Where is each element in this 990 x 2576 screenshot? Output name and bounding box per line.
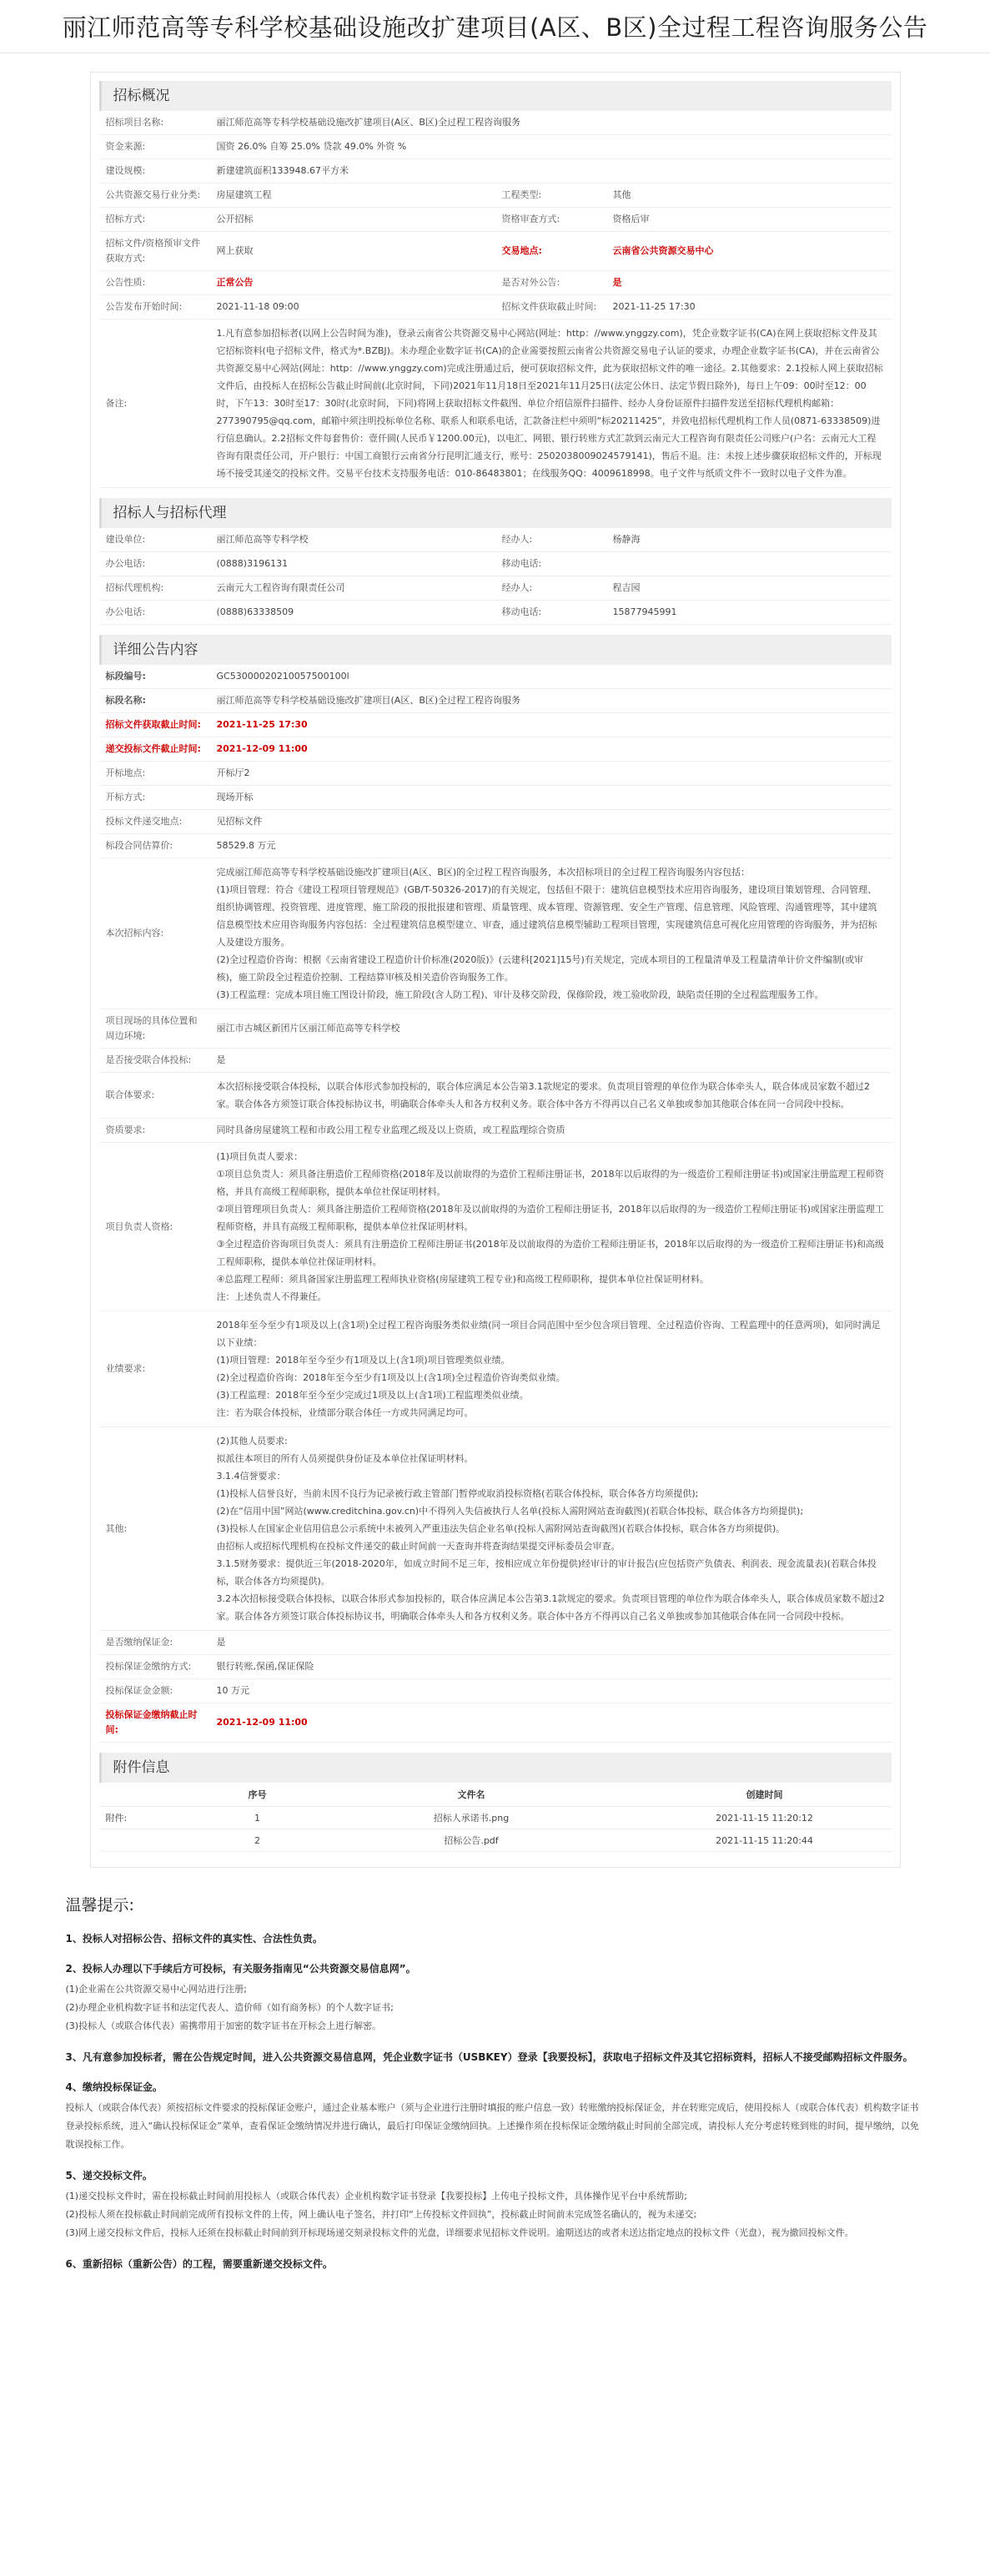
field-label: 项目负责人资格: (99, 1143, 210, 1311)
tips-list (66, 1930, 925, 2272)
info-row (99, 737, 892, 762)
field-label: 经办人: (495, 576, 606, 601)
field-value: 丽江师范高等专科学校基础设施改扩建项目(A区、B区)全过程工程咨询服务 (210, 111, 892, 135)
attachment-file-name[interactable]: 招标人承诺书.png (433, 1813, 510, 1824)
tip-title: 2、投标人办理以下手续后方可投标，有关服务指南见“公共资源交易信息网”。 (65, 1963, 416, 1975)
field-label: 本次招标内容: (99, 858, 210, 1009)
tip-title: 6、重新招标（重新公告）的工程，需要重新递交投标文件。 (65, 2258, 333, 2270)
info-row (99, 1679, 892, 1703)
info-row (99, 159, 892, 184)
info-row (99, 1631, 892, 1655)
attachment-row (99, 1829, 892, 1852)
field-label: 公告性质: (99, 271, 210, 295)
field-value: 2021-12-09 11:00 (210, 737, 892, 762)
field-value: 本次招标接受联合体投标，以联合体形式参加投标的，联合体应满足本公告第3.1款规定的要求。负责项目管理的单位作为联合体牵头人，联合体成员家数不超过2家。联合体各方须签订联合体投标协议书，明确联合体牵头人和各方权利义务。联合体中各方不得再以自己名义单独或参加其他联合体在同一合同段中投标。 (210, 1073, 892, 1119)
tip-body: 投标人（或联合体代表）须按招标文件要求的投标保证金账户，通过企业基本账户（须与企业进行注册时填报的账户信息一致）转账缴纳投标保证金，并在转账完成后，使用投标人（或联合体代表）机构数字证书登录投标系统，进入“确认投标保证金”菜单，查看保证金缴纳情况并进行确认，最后打印保证金缴纳回执。上述操作须在投标保证金缴纳截止时间前全部完成，请投标人充分考虑转账到账的时间，提早缴纳，以免耽误投标工作。 (65, 2102, 919, 2150)
tip-item (66, 1960, 925, 2035)
notice-card (90, 72, 901, 1868)
field-label: 工程类型: (495, 184, 606, 208)
info-row (99, 552, 892, 576)
attachments-label-blank (99, 1829, 210, 1852)
info-row (99, 713, 892, 737)
field-label: 项目现场的具体位置和周边环境: (99, 1009, 210, 1049)
field-value: 同时具备房屋建筑工程和市政公用工程专业监理乙级及以上资质，或工程监理综合资质 (210, 1119, 892, 1143)
tips-heading: 温馨提示: (65, 1896, 134, 1914)
field-value: (0888)63338509 (210, 601, 495, 625)
attachments-label: 附件: (99, 1807, 210, 1829)
field-label: 招标文件获取截止时间: (99, 713, 210, 737)
info-row (99, 810, 892, 834)
attachments-header-row (99, 1783, 892, 1807)
field-value: 新建建筑面积133948.67平方米 (210, 159, 892, 184)
field-value: 正常公告 (210, 271, 495, 295)
field-value: 开标厅2 (210, 762, 892, 786)
field-value: 程吉园 (606, 576, 892, 601)
info-row (99, 111, 892, 135)
info-row (99, 1009, 892, 1049)
field-value: (1)项目负责人要求： ①项目总负责人：须具备注册造价工程师资格(2018年及以前取得的为造价工程师注册证书，2018年以后取得的为一级造价工程师注册证书)或国家注册监理工程师资格，并具有高级工程师职称，提供本单位社保证明材料。 ②项目管理项目负责人：须具备注册造价工程师资格(2018年及以前取得的为造价工程师注册证书，2018年以后取得的为一级造价工程师注册证书)或国家注册监理工程师资格，并具有高级工程师职称，提供本单位社保证明材料。 ③全过程造价咨询项目负责人：须具有注册造价工程师注册证书(2018年及以前取得的为造价工程师注册证书，2018年以后取得的为一级造价工程师注册证书)和高级工程师职称，提供本单位社保证明材料。 ④总监理工程师：须具备国家注册监理工程师执业资格(房屋建筑工程专业)和高级工程师职称，提供本单位社保证明材料。 注：上述负责人不得兼任。 (210, 1143, 892, 1311)
field-value: 完成丽江师范高等专科学校基础设施改扩建项目(A区、B区)的全过程工程咨询服务，本次招标项目的全过程工程咨询服务内容包括： (1)项目管理：符合《建设工程项目管理规范》(GB/T-50326-2017)的有关规定，包括但不限于：建筑信息模型技术应用咨询服务，建设项目策划管理、合同管理、组织协调管理、投资管理、进度管理、施工阶段的报批报建和管理、质量管理、成本管理、资源管理、安全生产管理、信息管理、风险管理、沟通管理等，其中建筑信息模型技术应用咨询服务内容包括：全过程建筑信息模型建立、审查，通过建筑信息模型辅助工程项目管理，实现建筑信息可视化应用管理的咨询服务，并为招标人及建设方服务。 (2)全过程造价咨询：根据《云南省建设工程造价计价标准(2020版)》(云建科[2021]15号)有关规定，完成本项目的工程量清单及工程量清单计价文件编制(或审核)，施工阶段全过程造价控制、工程结算审核及相关造价咨询服务工作。 (3)工程监理：完成本项目施工图设计阶段，施工阶段(含人防工程)、审计及移交阶段，保修阶段，竣工验收阶段，缺陷责任期的全过程监理服务工作。 (210, 858, 892, 1009)
field-value: 是 (210, 1631, 892, 1655)
field-value: 公开招标 (210, 208, 495, 232)
field-label: 是否接受联合体投标: (99, 1049, 210, 1073)
attachment-file-link[interactable] (305, 1807, 638, 1829)
field-value: 见招标文件 (210, 810, 892, 834)
overview-table (99, 111, 892, 488)
field-label: 联合体要求: (99, 1073, 210, 1119)
field-label: 招标方式: (99, 208, 210, 232)
field-value: 杨静海 (606, 528, 892, 552)
field-value: 2021-11-18 09:00 (210, 295, 495, 319)
attachment-time: 2021-11-15 11:20:12 (638, 1807, 892, 1829)
section-attachments-title: 附件信息 (99, 1753, 892, 1783)
field-value: 房屋建筑工程 (210, 184, 495, 208)
info-row (99, 665, 892, 689)
field-label: 公共资源交易行业分类: (99, 184, 210, 208)
info-row (99, 834, 892, 858)
tips-section (66, 1893, 925, 2272)
field-label: 移动电话: (495, 552, 606, 576)
field-value: 资格后审 (606, 208, 892, 232)
field-value: 丽江师范高等专科学校 (210, 528, 495, 552)
info-row (99, 1049, 892, 1073)
field-label: 招标代理机构: (99, 576, 210, 601)
field-value: 现场开标 (210, 786, 892, 810)
info-row (99, 1073, 892, 1119)
field-value: 云南元大工程咨询有限责任公司 (210, 576, 495, 601)
field-label: 建设单位: (99, 528, 210, 552)
field-value: GC53000020210057500100l (210, 665, 892, 689)
attachment-time: 2021-11-15 11:20:44 (638, 1829, 892, 1852)
field-value: 国资 26.0% 自筹 25.0% 贷款 49.0% 外资 % (210, 135, 892, 159)
tip-item (66, 2049, 925, 2065)
tip-title: 5、递交投标文件。 (65, 2170, 153, 2181)
field-value: 1.凡有意参加招标者(以网上公告时间为准)，登录云南省公共资源交易中心网站(网址：http：//www.ynggzy.com)，凭企业数字证书(CA)在网上获取招标文件及其它招标资料(电子招标文件，格式为*.BZBJ)。未办理企业数字证书(CA)的企业需要按照云南省公共资源交易电子认证的要求，办理企业数字证书(CA)，并在云南省公共资源交易中心网站(网址：http：//www.ynggzy.com)完成注册通过后，便可获取招标文件，此为获取招标文件的唯一途径。2.其他要求：2.1投标人网上获取招标文件后，由投标人在招标公告截止时间前(北京时间，下同)2021年11月18日至2021年11月25日(法定公休日、法定节假日除外)，每日上午09：00时至12：00时，下午13：30时至17：30时(北京时间，下同)将网上获取招标文件截图、单位介绍信原件扫描件、经办人身份证原件扫描件发送至招标代理机构邮箱：277390795@qq.com，邮箱中须注明投标单位名称、联系人和联系电话，汇款备注栏中须明“标20211425”，并致电招标代理机构工作人员(0871-63338509)进行信息确认。2.2招标文件每套售价：壹仟圆(人民币￥1200.00元)，以电汇、网银、银行转账方式汇款到云南元大工程咨询有限责任公司账户(户名：云南元大工程咨询有限责任公司，开户银行：中国工商银行云南省分行昆明汇通支行，账号：2502038009024579141)，售后不退。注：未按上述步骤获取招标文件的，开标现场不接受其递交的投标文件。交易平台技术支持服务电话：010-86483801；在线服务QQ：4009618998。电子文件与纸质文件不一致时以电子文件为准。 (210, 319, 892, 488)
field-label: 标段名称: (99, 689, 210, 713)
field-label: 移动电话: (495, 601, 606, 625)
field-value: 其他 (606, 184, 892, 208)
info-row (99, 1703, 892, 1743)
field-value: 15877945991 (606, 601, 892, 625)
field-label: 投标文件递交地点: (99, 810, 210, 834)
field-value: 银行转账,保函,保证保险 (210, 1655, 892, 1679)
attachment-file-name[interactable]: 招标公告.pdf (444, 1835, 499, 1846)
field-label: 资质要求: (99, 1119, 210, 1143)
field-value: 云南省公共资源交易中心 (606, 232, 892, 271)
field-value: 丽江师范高等专科学校基础设施改扩建项目(A区、B区)全过程工程咨询服务 (210, 689, 892, 713)
field-label: 公告发布开始时间: (99, 295, 210, 319)
info-row (99, 1311, 892, 1427)
info-row (99, 1427, 892, 1631)
info-row (99, 762, 892, 786)
field-value: 2021-11-25 17:30 (210, 713, 892, 737)
field-label: 投标保证金金额: (99, 1679, 210, 1703)
info-row (99, 1143, 892, 1311)
info-row (99, 689, 892, 713)
section-tenderer-title: 招标人与招标代理 (99, 498, 892, 528)
section-detail-title: 详细公告内容 (99, 635, 892, 665)
field-label: 递交投标文件截止时间: (99, 737, 210, 762)
attachment-file-link[interactable] (305, 1829, 638, 1852)
info-row (99, 1119, 892, 1143)
info-row (99, 135, 892, 159)
field-label: 交易地点: (495, 232, 606, 271)
field-label: 招标文件获取截止时间: (495, 295, 606, 319)
field-value: 丽江市古城区新团片区丽江师范高等专科学校 (210, 1009, 892, 1049)
field-value: 10 万元 (210, 1679, 892, 1703)
field-value: (2)其他人员要求: 拟派往本项目的所有人员须提供身份证及本单位社保证明材料。 3.1.4信誉要求： (1)投标人信誉良好，当前未因不良行为记录被行政主管部门暂停或取消投标资格(若联合体投标，联合体各方均须提供); (2)在“信用中国”网站(www.creditchina.gov.cn)中不得列入失信被执行人名单(投标人需附网站查询截图)(若联合体投标，联合体各方均须提供); (3)投标人在国家企业信用信息公示系统中未被列入严重违法失信企业名单(投标人需附网站查询截图)(若联合体投标，联合体各方均须提供)。 由招标人或招标代理机构在投标文件递交的截止时间前一天查询并将查询结果提交评标委员会审查。 3.1.5财务要求：提供近三年(2018-2020年，如成立时间不足三年，按相应成立年份提供)经审计的审计报告(应包括资产负债表、利润表、现金流量表)(若联合体投标，联合体各方均须提供)。 3.2本次招标接受联合体投标，以联合体形式参加投标的，联合体应满足本公告第3.1款规定的要求。负责项目管理的单位作为联合体牵头人，联合体成员家数不超过2家。联合体各方须签订联合体投标协议书，明确联合体牵头人和各方权利义务。联合体中各方不得再以自己名义单独或参加其他联合体在同一合同段中投标。 (210, 1427, 892, 1631)
info-row (99, 184, 892, 208)
tip-item (66, 2079, 925, 2154)
attachments-table (99, 1783, 892, 1852)
page-title-bar (0, 0, 990, 53)
info-row (99, 601, 892, 625)
info-row (99, 232, 892, 271)
tip-title: 4、缴纳投标保证金。 (65, 2081, 163, 2093)
field-label: 经办人: (495, 528, 606, 552)
tip-item (66, 1930, 925, 1947)
attachment-no: 2 (210, 1829, 305, 1852)
attachment-no: 1 (210, 1807, 305, 1829)
field-label: 招标项目名称: (99, 111, 210, 135)
field-value (606, 552, 892, 576)
info-row (99, 295, 892, 319)
info-row (99, 208, 892, 232)
field-label: 办公电话: (99, 552, 210, 576)
field-label: 招标文件/资格预审文件获取方式: (99, 232, 210, 271)
attachments-header-blank (99, 1783, 210, 1807)
field-label: 投标保证金缴纳方式: (99, 1655, 210, 1679)
page-title: 丽江师范高等专科学校基础设施改扩建项目(A区、B区)全过程工程咨询服务公告 (62, 13, 928, 42)
tip-title: 3、凡有意参加投标者，需在公告规定时间，进入公共资源交易信息网，凭企业数字证书（USBKEY）登录【我要投标】，获取电子招标文件及其它招标资料，招标人不接受邮购招标文件服务。 (65, 2051, 913, 2063)
info-row (99, 786, 892, 810)
field-label: 是否对外公告: (495, 271, 606, 295)
field-value: 2018年至今至少有1项及以上(含1项)全过程工程咨询服务类似业绩(同一项目合同范围中至少包含项目管理、全过程造价咨询、工程监理中的任意两项)，如同时满足以下业绩： (1)项目管理：2018年至今至少有1项及以上(含1项)项目管理类似业绩。 (2)全过程造价咨询：2018年至今至少有1项及以上(含1项)全过程造价咨询类似业绩。 (3)工程监理：2018年至今至少完成过1项及以上(含1项)工程监理类似业绩。 注：若为联合体投标，业绩部分联合体任一方或共同满足均可。 (210, 1311, 892, 1427)
field-label: 业绩要求: (99, 1311, 210, 1427)
attachment-row (99, 1807, 892, 1829)
field-label: 办公电话: (99, 601, 210, 625)
field-value: 网上获取 (210, 232, 495, 271)
field-label: 资金来源: (99, 135, 210, 159)
attachments-header-name: 文件名 (305, 1783, 638, 1807)
tip-body: (1)企业需在公共资源交易中心网站进行注册; (2)办理企业机构数字证书和法定代表人、造价师（如有商务标）的个人数字证书; (3)投标人（或联合体代表）需携带用于加密的数字证书在开标会上进行解密。 (65, 1984, 394, 2031)
info-row (99, 576, 892, 601)
field-label: 标段合同估算价: (99, 834, 210, 858)
info-row (99, 528, 892, 552)
field-value: 58529.8 万元 (210, 834, 892, 858)
tenderer-table (99, 528, 892, 625)
field-label: 开标地点: (99, 762, 210, 786)
info-row (99, 319, 892, 488)
field-label: 投标保证金缴纳截止时间: (99, 1703, 210, 1743)
field-label: 建设规模: (99, 159, 210, 184)
field-value: 2021-11-25 17:30 (606, 295, 892, 319)
tip-title: 1、投标人对招标公告、招标文件的真实性、合法性负责。 (65, 1933, 323, 1945)
attachments-header-no: 序号 (210, 1783, 305, 1807)
field-label: 其他: (99, 1427, 210, 1631)
info-row (99, 1655, 892, 1679)
field-label: 是否缴纳保证金: (99, 1631, 210, 1655)
tip-body: (1)递交投标文件时，需在投标截止时间前用投标人（或联合体代表）企业机构数字证书登录【我要投标】上传电子投标文件，具体操作见平台中系统帮助; (2)投标人须在投标截止时间前完成所有投标文件的上传，网上确认电子签名，并打印“上传投标文件回执”，投标截止时间前未完成签名确认的，视为未递交; (3)网上递交投标文件后，投标人还须在投标截止时间前到开标现场递交刻录投标文件的光盘，详细要求见招标文件说明。逾期送达的或者未送达指定地点的投标文件（光盘），视为撤回投标文件。 (65, 2191, 854, 2238)
attachments-header-time: 创建时间 (638, 1783, 892, 1807)
field-label: 标段编号: (99, 665, 210, 689)
field-value: 是 (606, 271, 892, 295)
detail-table (99, 665, 892, 1743)
info-row (99, 858, 892, 1009)
field-label: 开标方式: (99, 786, 210, 810)
field-label: 备注: (99, 319, 210, 488)
tip-item (66, 2167, 925, 2242)
field-value: 是 (210, 1049, 892, 1073)
field-label: 资格审查方式: (495, 208, 606, 232)
section-overview-title: 招标概况 (99, 81, 892, 111)
tip-item (66, 2256, 925, 2272)
field-value: (0888)3196131 (210, 552, 495, 576)
field-value: 2021-12-09 11:00 (210, 1703, 892, 1743)
info-row (99, 271, 892, 295)
